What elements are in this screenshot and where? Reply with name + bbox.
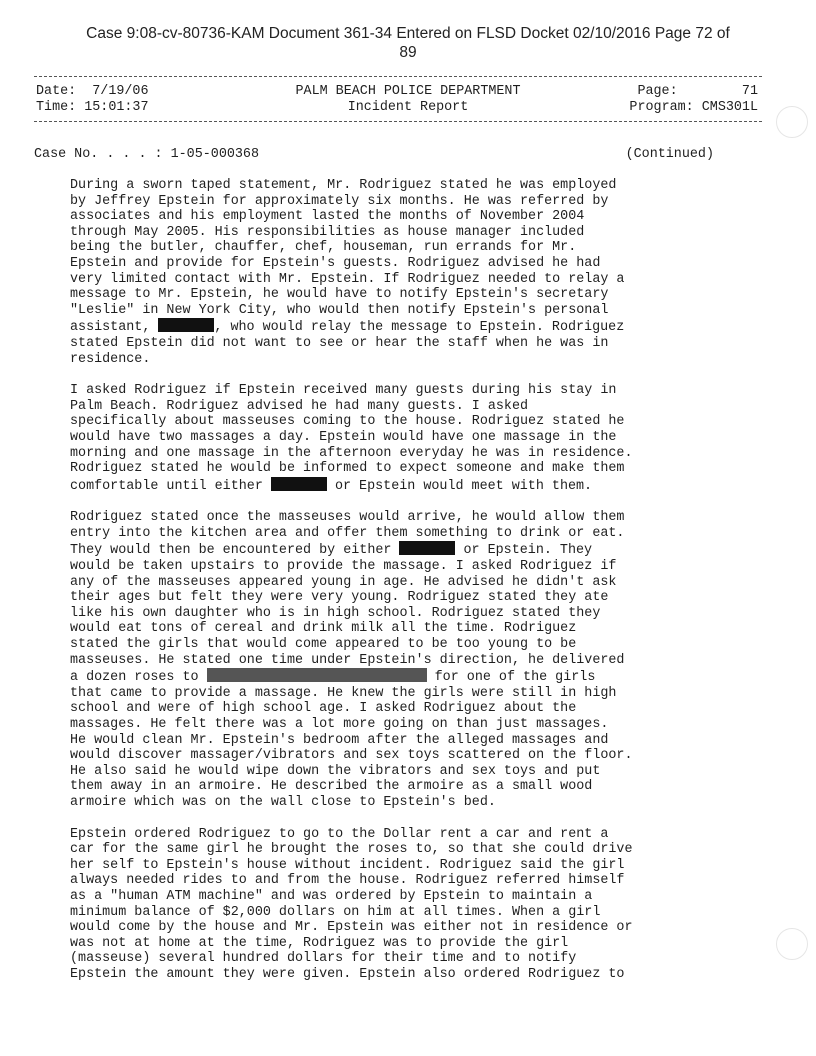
department-name: PALM BEACH POLICE DEPARTMENT bbox=[295, 84, 521, 99]
report-page: Page: 71 bbox=[637, 84, 758, 99]
report-program: Program: CMS301L bbox=[629, 100, 758, 115]
paragraph-rental-car: Epstein ordered Rodriguez to go to the Dollar rent a car and rent a car for the same girl he brought the roses to, so that she could drive her self to Epstein's house without incident. Rodriguez said the girl always needed rides to and from the house. Rodriguez referred himself as a "human ATM machine" and was ordered by Epstein to maintain a minimum balance of $2,000 dollars on him at all times. When a girl would come by the house and Mr. Epstein was either not in residence or was not at home at the time, Rodriguez was to provide the girl (masseuse) several hundred dollars for their time and to notify Epstein the amount they were given. Epstein also ordered Rodriguez to bbox=[70, 826, 633, 982]
paragraph-guests: I asked Rodriguez if Epstein received many guests during his stay in Palm Beach. Rodriguez advised he had many guests. I asked specifically about masseuses coming to the house. Rodriguez stated he would have two massages a day. Epstein would have one massage in the morning and one massage in the afternoon everyday he was in residence. Rodriguez stated he would be informed to expect someone and make them comfortable until either or Epstein would meet with them. bbox=[70, 383, 633, 494]
scan-hole-artifact bbox=[776, 928, 808, 960]
report-date: Date: 7/19/06 bbox=[36, 84, 149, 99]
redaction-box bbox=[271, 477, 327, 491]
case-number: Case No. . . . : 1-05-000368 bbox=[34, 147, 259, 162]
stamp-line-2: 89 bbox=[399, 44, 417, 61]
redaction-box-long bbox=[207, 668, 427, 682]
paragraph-masseuses: Rodriguez stated once the masseuses would arrive, he would allow them entry into the kitchen area and offer them something to drink or eat. They would then be encountered by either or Epstein. They would be taken upstairs to provide the massage. I asked Rodriguez if any of the masseuses appeared young in age. He advised he didn't ask their ages but felt they were very young. Rodriguez stated they ate like his own daughter who is in high school. Rodriguez stated they would eat tons of cereal and drink milk all the time. Rodriguez stated the girls that would come appeared to be too young to be masseuses. He stated one time under Epstein's direction, he delivered a dozen roses to for one of the girls that came to provide a massage. He knew the girls were still in high school and were of high school age. I asked Rodriguez about the massages. He felt there was a lot more going on than just massages. He would clean Mr. Epstein's bedroom after the alleged massages and would discover massager/vibrators and sex toys scattered on the floor. He also said he would wipe down the vibrators and sex toys and put them away in an armoire. He described the armoire as a small wood armoire which was on the wall close to Epstein's bed. bbox=[70, 510, 633, 810]
redaction-box bbox=[158, 318, 214, 332]
paragraph-employment: During a sworn taped statement, Mr. Rodriguez stated he was employed by Jeffrey Epstein for approximately six months. He was referred by associates and his employment lasted the months of November 2004 through May 2005. His responsibilities as house manager included being the butler, chauffer, chef, houseman, run errands for Mr. Epstein and provide for Epstein's guests. Rodriguez advised he had very limited contact with Mr. Epstein. If Rodriguez needed to relay a message to Mr. Epstein, he would have to notify Epstein's secretary "Leslie" in New York City, who would then notify Epstein's personal assistant, , who would relay the message to Epstein. Rodriguez stated Epstein did not want to see or hear the staff when he was in residence. bbox=[70, 178, 625, 367]
redaction-box bbox=[399, 541, 455, 555]
stamp-line-1: Case 9:08-cv-80736-KAM Document 361-34 Entered on FLSD Docket 02/10/2016 Page 72 of bbox=[86, 25, 730, 42]
report-body bbox=[70, 178, 720, 999]
report-type: Incident Report bbox=[347, 100, 469, 115]
report-time: Time: 15:01:37 bbox=[36, 100, 149, 115]
scan-hole-artifact bbox=[776, 106, 808, 138]
court-filing-stamp bbox=[0, 24, 816, 62]
header-divider-bottom bbox=[34, 121, 762, 122]
continued-label: (Continued) bbox=[625, 147, 714, 162]
header-divider-top bbox=[34, 76, 762, 77]
